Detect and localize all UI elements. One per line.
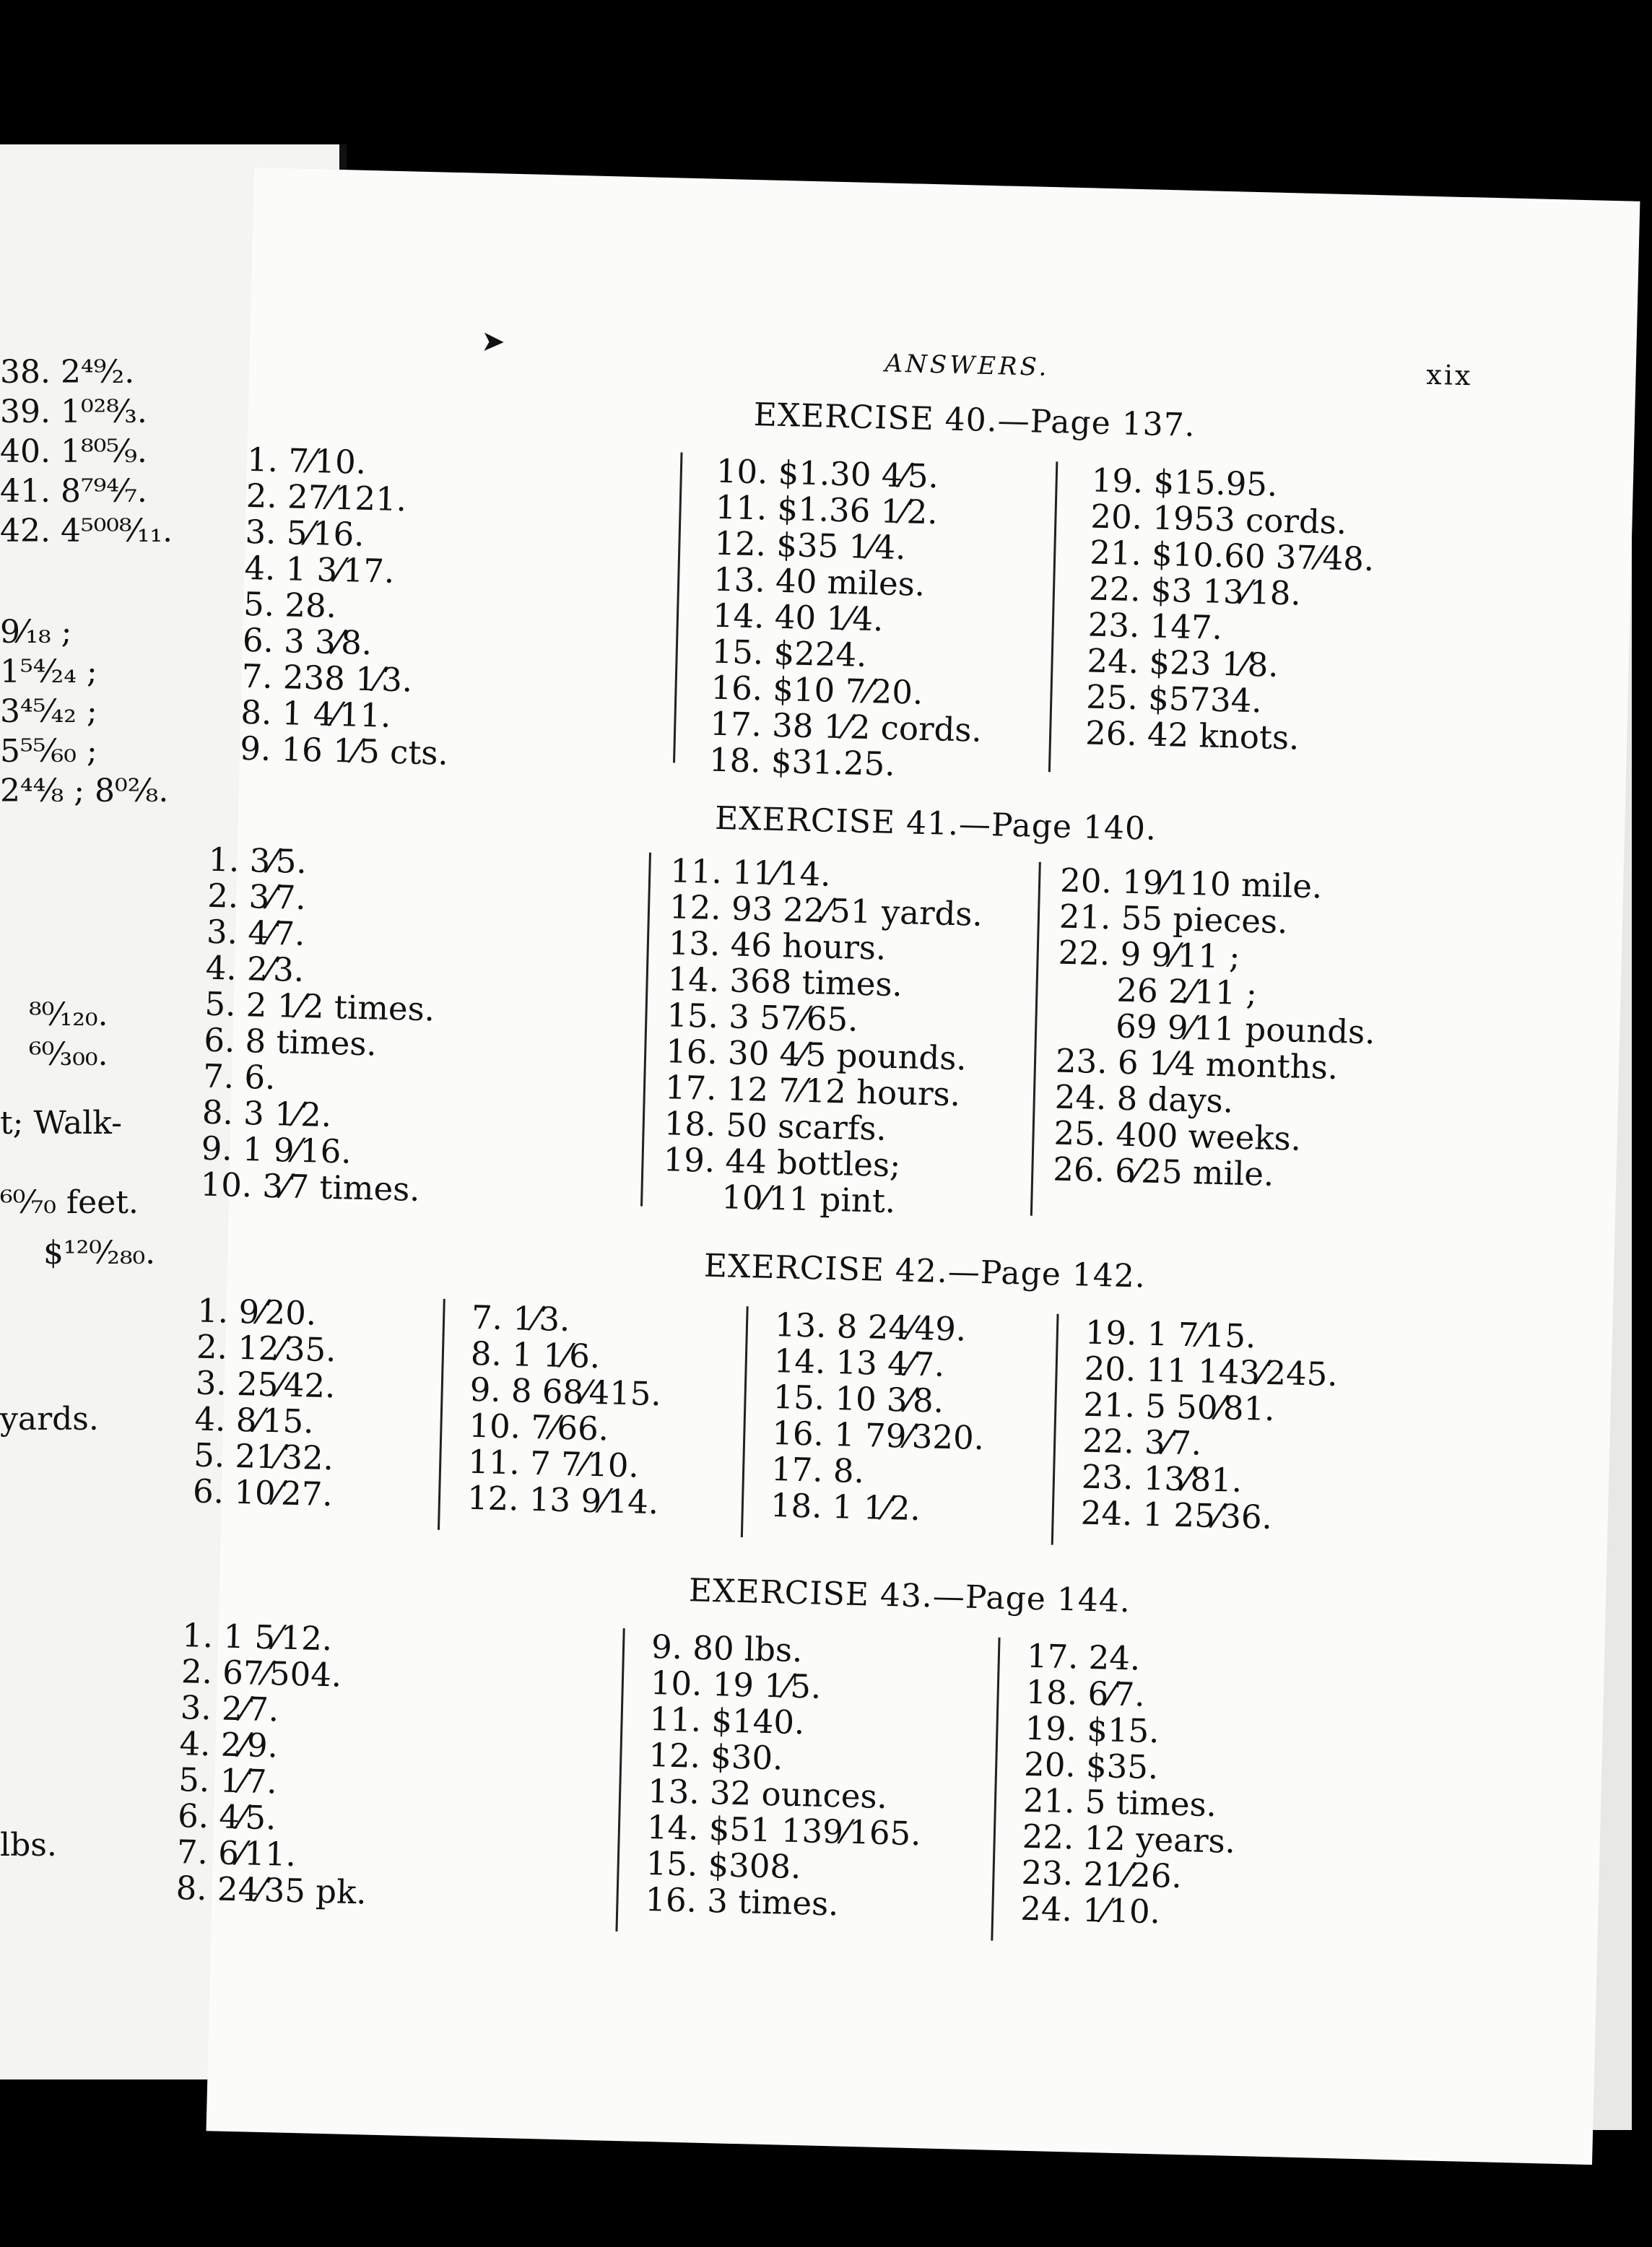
- prev-fragment: $¹²⁰⁄₂₈₀.: [43, 1235, 156, 1272]
- answer-item: 3. 2⁄7.: [180, 1688, 279, 1729]
- answer-item: 5. 28.: [243, 584, 337, 625]
- answer-item: 12. $35 1⁄4.: [713, 523, 907, 568]
- prev-fragment: t; Walk-: [0, 1105, 122, 1142]
- answer-item: 7. 238 1⁄3.: [241, 656, 413, 700]
- answer-item: 14. $51 139⁄165.: [646, 1807, 922, 1853]
- answer-item: 1. 3⁄5.: [207, 840, 308, 882]
- answer-item: 10. $1.30 4⁄5.: [716, 451, 939, 496]
- answer-item: 15. 10 3⁄8.: [772, 1378, 944, 1420]
- answer-item: 23. 21⁄26.: [1020, 1853, 1183, 1896]
- prev-fragment: ⁶⁰⁄₇₀ feet.: [0, 1184, 139, 1221]
- column-divider: [673, 453, 683, 763]
- prev-fragment: lbs.: [0, 1827, 57, 1864]
- prev-fragment: 5⁵⁵⁄₆₀ ;: [0, 733, 97, 770]
- prev-fragment: 40. 1⁸⁰⁵⁄₉.: [0, 433, 147, 470]
- answer-item: 20. $35.: [1023, 1744, 1159, 1787]
- answer-item: 2. 27⁄121.: [245, 476, 407, 519]
- answer-item: 11. $1.36 1⁄2.: [715, 487, 939, 532]
- prev-fragment: 38. 2⁴⁹⁄₂.: [0, 354, 135, 391]
- answer-item: 6. 3 3⁄8.: [242, 620, 373, 663]
- answer-item: 4. 2⁄3.: [205, 948, 305, 990]
- answer-item: 24. 8 days.: [1054, 1077, 1234, 1121]
- answers-page: [175, 168, 1640, 2165]
- answer-item: 23. 6 1⁄4 months.: [1055, 1041, 1339, 1087]
- answer-column: [662, 853, 984, 1221]
- answer-item: 18. $31.25.: [708, 740, 896, 783]
- answer-item: 9. 16 1⁄5 cts.: [239, 729, 449, 773]
- answer-item: 18. 1 1⁄2.: [770, 1486, 921, 1529]
- answer-item: 8. 3 1⁄2.: [201, 1092, 332, 1135]
- answer-column: [193, 1293, 338, 1513]
- answer-item: 18. 50 scarfs.: [664, 1104, 887, 1148]
- answer-item: 22. 12 years.: [1022, 1817, 1236, 1861]
- prev-fragment: 9⁄₁₈ ;: [0, 614, 72, 651]
- answer-item: 14. 40 1⁄4.: [712, 596, 884, 639]
- answer-item: 6. 10⁄27.: [192, 1472, 334, 1514]
- answer-item: 15. $224.: [711, 632, 868, 674]
- prev-fragment: yards.: [0, 1401, 99, 1438]
- page-number: xix: [1425, 358, 1474, 392]
- answer-item: 19. 1 7⁄15.: [1084, 1313, 1257, 1356]
- answer-item: 10. 7⁄66.: [468, 1406, 609, 1448]
- answer-item: 21. 5 50⁄81.: [1082, 1385, 1276, 1429]
- answer-column: [645, 1629, 926, 1924]
- answer-column: [200, 842, 439, 1209]
- answer-item: 4. 1 3⁄17.: [243, 548, 395, 591]
- answer-item: 16. 3 times.: [644, 1879, 840, 1924]
- answer-item: 7. 6.: [202, 1056, 277, 1098]
- answer-item: 18. 6⁄7.: [1025, 1672, 1146, 1714]
- answer-column: [1053, 863, 1379, 1196]
- answer-item: 16. 1 79⁄320.: [771, 1414, 985, 1458]
- answer-column: [1020, 1638, 1240, 1932]
- answer-item: 3. 4⁄7.: [206, 912, 306, 954]
- answer-item: 13. 8 24⁄49.: [774, 1305, 967, 1349]
- answer-item: 7. 1⁄3.: [471, 1298, 571, 1339]
- answer-item: 17. 24.: [1026, 1636, 1141, 1678]
- answer-item: 4. 8⁄15.: [194, 1399, 315, 1441]
- answer-item: 23. 147.: [1087, 605, 1223, 647]
- prev-fragment: 1⁵⁴⁄₂₄ ;: [0, 653, 97, 690]
- answer-item: 5. 2 1⁄2 times.: [204, 984, 435, 1029]
- prev-fragment: 39. 1⁰²⁸⁄₃.: [0, 394, 147, 430]
- column-divider: [438, 1299, 445, 1530]
- exercise-title: EXERCISE 40.—Page 137.: [753, 396, 1196, 444]
- prev-fragment: 3⁴⁵⁄₄₂ ;: [0, 693, 97, 730]
- arrow-mark-icon: ➤: [480, 324, 506, 359]
- answer-item: 1. 7⁄10.: [246, 440, 367, 482]
- answer-item: 9. 8 68⁄415.: [469, 1370, 662, 1414]
- answer-item: 23. 13⁄81.: [1081, 1457, 1243, 1500]
- answer-item: 12. 93 22⁄51 yards.: [669, 887, 983, 934]
- answer-item: 13. 32 ounces.: [647, 1772, 888, 1817]
- answer-column: [1085, 462, 1377, 758]
- answer-item: 12. $30.: [648, 1736, 784, 1778]
- answer-item: 9. 1 9⁄16.: [201, 1129, 352, 1171]
- answer-item: 14. 13 4⁄7.: [773, 1342, 945, 1384]
- answer-item: 13. 40 miles.: [713, 560, 926, 604]
- prev-fragment: 42. 4⁵⁰⁰⁸⁄₁₁.: [0, 513, 173, 549]
- answer-item: 20. 1953 cords.: [1090, 497, 1347, 542]
- answer-item: 19. $15.: [1024, 1708, 1160, 1751]
- answer-item: 24. $23 1⁄8.: [1087, 641, 1279, 684]
- answer-item: 22. 3⁄7.: [1082, 1421, 1202, 1463]
- answer-item: 14. 368 times.: [667, 960, 903, 1004]
- answer-column: [240, 442, 456, 772]
- answer-item: 15. $308.: [645, 1843, 802, 1887]
- answer-item: 7. 6⁄11.: [176, 1833, 297, 1874]
- column-divider: [741, 1306, 749, 1537]
- answer-item: 25. 400 weeks.: [1053, 1113, 1302, 1158]
- answer-item: 12. 13 9⁄14.: [466, 1478, 659, 1522]
- answer-item: 8. 24⁄35 pk.: [175, 1869, 368, 1912]
- exercise-title: EXERCISE 43.—Page 144.: [688, 1572, 1131, 1620]
- answer-item: 8. 1 1⁄6.: [470, 1334, 601, 1376]
- running-head: ANSWERS.: [884, 349, 1050, 382]
- answer-item: 11. 7 7⁄10.: [467, 1442, 640, 1485]
- answer-item: 10. 3⁄7 times.: [199, 1165, 421, 1209]
- answer-item: 25. $5734.: [1085, 677, 1263, 721]
- column-divider: [1051, 1314, 1059, 1545]
- answer-item: 26 2⁄11 ;: [1116, 970, 1258, 1013]
- answer-column: [175, 1617, 373, 1911]
- answer-item: 3. 25⁄42.: [195, 1363, 336, 1406]
- answer-item: 2. 3⁄7.: [206, 876, 307, 918]
- answer-item: 8. 1 4⁄11.: [240, 692, 392, 735]
- prev-fragment: ⁸⁰⁄₁₂₀.: [29, 996, 108, 1033]
- answer-item: 22. 9 9⁄11 ;: [1058, 933, 1241, 976]
- answer-item: 17. 12 7⁄12 hours.: [664, 1068, 961, 1114]
- answer-item: 10. 19 1⁄5.: [650, 1664, 822, 1706]
- answer-item: 16. $10 7⁄20.: [710, 668, 923, 712]
- answer-item: 6. 8 times.: [203, 1020, 378, 1064]
- answer-column: [709, 453, 988, 785]
- answer-item: 19. 44 bottles;: [662, 1140, 901, 1185]
- column-divider: [640, 853, 651, 1207]
- answer-item: 2. 67⁄504.: [181, 1652, 342, 1695]
- prev-fragment: ⁶⁰⁄₃₀₀.: [29, 1036, 108, 1073]
- answer-item: 21. $10.60 37⁄48.: [1089, 533, 1375, 579]
- answer-column: [1080, 1315, 1339, 1537]
- answer-item: 26. 42 knots.: [1084, 713, 1300, 757]
- exercise-title: EXERCISE 41.—Page 140.: [714, 799, 1157, 848]
- answer-item: 17. 8.: [770, 1450, 865, 1491]
- answer-item: 1. 9⁄20.: [196, 1291, 317, 1333]
- answer-item: 10⁄11 pint.: [721, 1178, 896, 1221]
- answer-item: 22. $3 13⁄18.: [1088, 569, 1302, 613]
- answer-item: 1. 1 5⁄12.: [181, 1616, 333, 1659]
- column-divider: [991, 1638, 1000, 1941]
- answer-item: 17. 38 1⁄2 cords.: [709, 704, 983, 749]
- answer-item: 11. $140.: [649, 1700, 805, 1742]
- prev-fragment: 41. 8⁷⁹⁴⁄₇.: [0, 473, 147, 510]
- exercise-title: EXERCISE 42.—Page 142.: [703, 1247, 1147, 1295]
- answer-column: [770, 1307, 987, 1529]
- column-divider: [615, 1628, 625, 1931]
- answer-item: 2. 12⁄35.: [196, 1327, 337, 1370]
- answer-item: 3. 5⁄16.: [245, 512, 365, 554]
- column-divider: [1048, 461, 1058, 772]
- answer-item: 9. 80 lbs.: [651, 1627, 804, 1670]
- answer-item: 21. 5 times.: [1022, 1781, 1217, 1825]
- answer-item: 24. 1 25⁄36.: [1080, 1493, 1273, 1537]
- answer-item: 6. 4⁄5.: [177, 1796, 277, 1838]
- answer-item: 15. 3 57⁄65.: [666, 996, 859, 1039]
- answer-item: 4. 2⁄9.: [178, 1724, 279, 1765]
- answer-item: 16. 30 4⁄5 pounds.: [665, 1032, 968, 1078]
- answer-item: 20. 11 143⁄245.: [1084, 1349, 1339, 1394]
- answer-item: 11. 11⁄14.: [669, 851, 832, 894]
- answer-column: [466, 1300, 663, 1521]
- answer-item: 24. 1⁄10.: [1020, 1889, 1161, 1931]
- answer-item: 5. 21⁄32.: [193, 1435, 334, 1478]
- answer-item: 26. 6⁄25 mile.: [1052, 1149, 1274, 1194]
- column-divider: [1030, 862, 1041, 1216]
- answer-item: 13. 46 hours.: [668, 923, 887, 968]
- answer-item: 69 9⁄11 pounds.: [1115, 1007, 1376, 1052]
- answer-item: 21. 55 pieces.: [1058, 897, 1289, 942]
- answer-item: 5. 1⁄7.: [178, 1760, 278, 1801]
- answer-item: 19. $15.95.: [1091, 461, 1278, 504]
- answer-item: 20. 19⁄110 mile.: [1059, 861, 1323, 906]
- prev-fragment: 2⁴⁴⁄₈ ; 8⁰²⁄₈.: [0, 773, 169, 809]
